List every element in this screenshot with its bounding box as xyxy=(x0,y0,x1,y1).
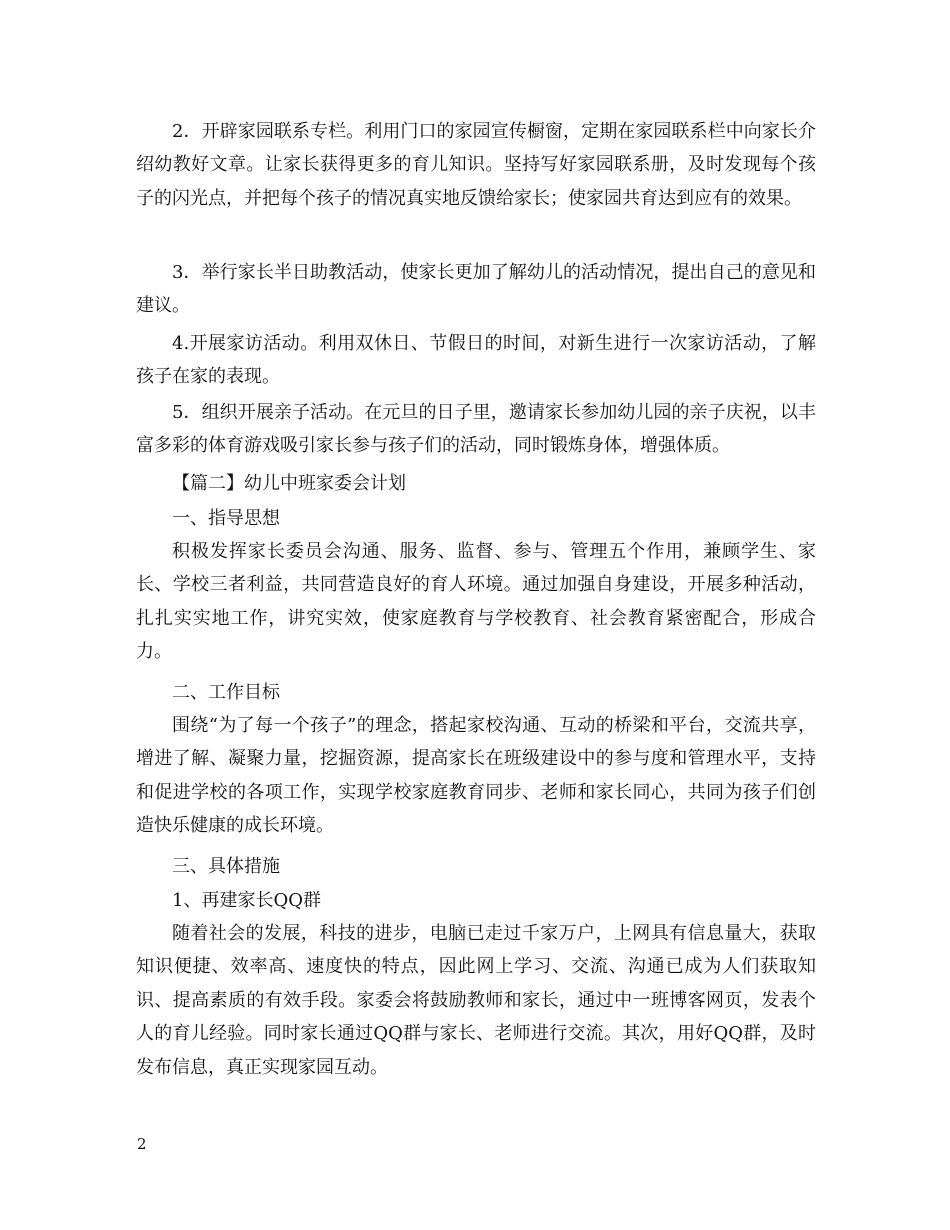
paragraph-family-column: 2．开辟家园联系专栏。利用门口的家园宣传橱窗，定期在家园联系栏中向家长介绍幼教好文章。让家长获得更多的育儿知识。坚持写好家园联系册，及时发现每个孩子的闪光点，并把每个孩子的情况真实地反馈给家长；使家园共育达到应有的效果。 xyxy=(136,121,816,209)
heading-specific-measures: 三、具体措施 xyxy=(172,856,280,877)
paragraph-half-day-teaching: 3．举行家长半日助教活动，使家长更加了解幼儿的活动情况，提出自己的意见和建议。 xyxy=(136,262,816,317)
paragraph-qq-group: 随着社会的发展，科技的进步，电脑已走过千家万户，上网具有信息量大，获取知识便捷、效率高、速度快的特点，因此网上学习、交流、沟通已成为人们获取知识、提高素质的有效手段。家委会将鼓励教师和家长，通过中一班博客网页，发表个人的育儿经验。同时家长通过QQ群与家长、老师进行交流。其次，用好QQ群，及时发布信息，真正实现家园互动。 xyxy=(136,923,816,1078)
paragraph-parent-child-activity: 5．组织开展亲子活动。在元旦的日子里，邀请家长参加幼儿园的亲子庆祝，以丰富多彩的体育游戏吸引家长参与孩子们的活动，同时锻炼身体，增强体质。 xyxy=(136,402,816,457)
paragraph-home-visits: 4.开展家访活动。利用双休日、节假日的时间，对新生进行一次家访活动，了解孩子在家的表现。 xyxy=(136,333,816,388)
heading-qq-group: 1、再建家长QQ群 xyxy=(172,890,321,911)
heading-guiding-ideology: 一、指导思想 xyxy=(172,508,280,529)
page-number: 2 xyxy=(137,1135,147,1153)
paragraph-work-goals: 围绕“为了每一个孩子”的理念，搭起家校沟通、互动的桥梁和平台，交流共享，增进了解、凝聚力量，挖掘资源，提高家长在班级建设中的参与度和管理水平，支持和促进学校的各项工作，实现学校家庭教育同步、老师和家长同心，共同为孩子们创造快乐健康的成长环境。 xyxy=(136,715,816,837)
heading-work-goals: 二、工作目标 xyxy=(172,682,280,703)
paragraph-guiding-ideology: 积极发挥家长委员会沟通、服务、监督、参与、管理五个作用，兼顾学生、家长、学校三者利益，共同营造良好的育人环境。通过加强自身建设，开展多种活动，扎扎实实地工作，讲究实效，使家庭教育与学校教育、社会教育紧密配合，形成合力。 xyxy=(136,541,816,663)
section-title-part-two: 【篇二】幼儿中班家委会计划 xyxy=(172,473,406,494)
